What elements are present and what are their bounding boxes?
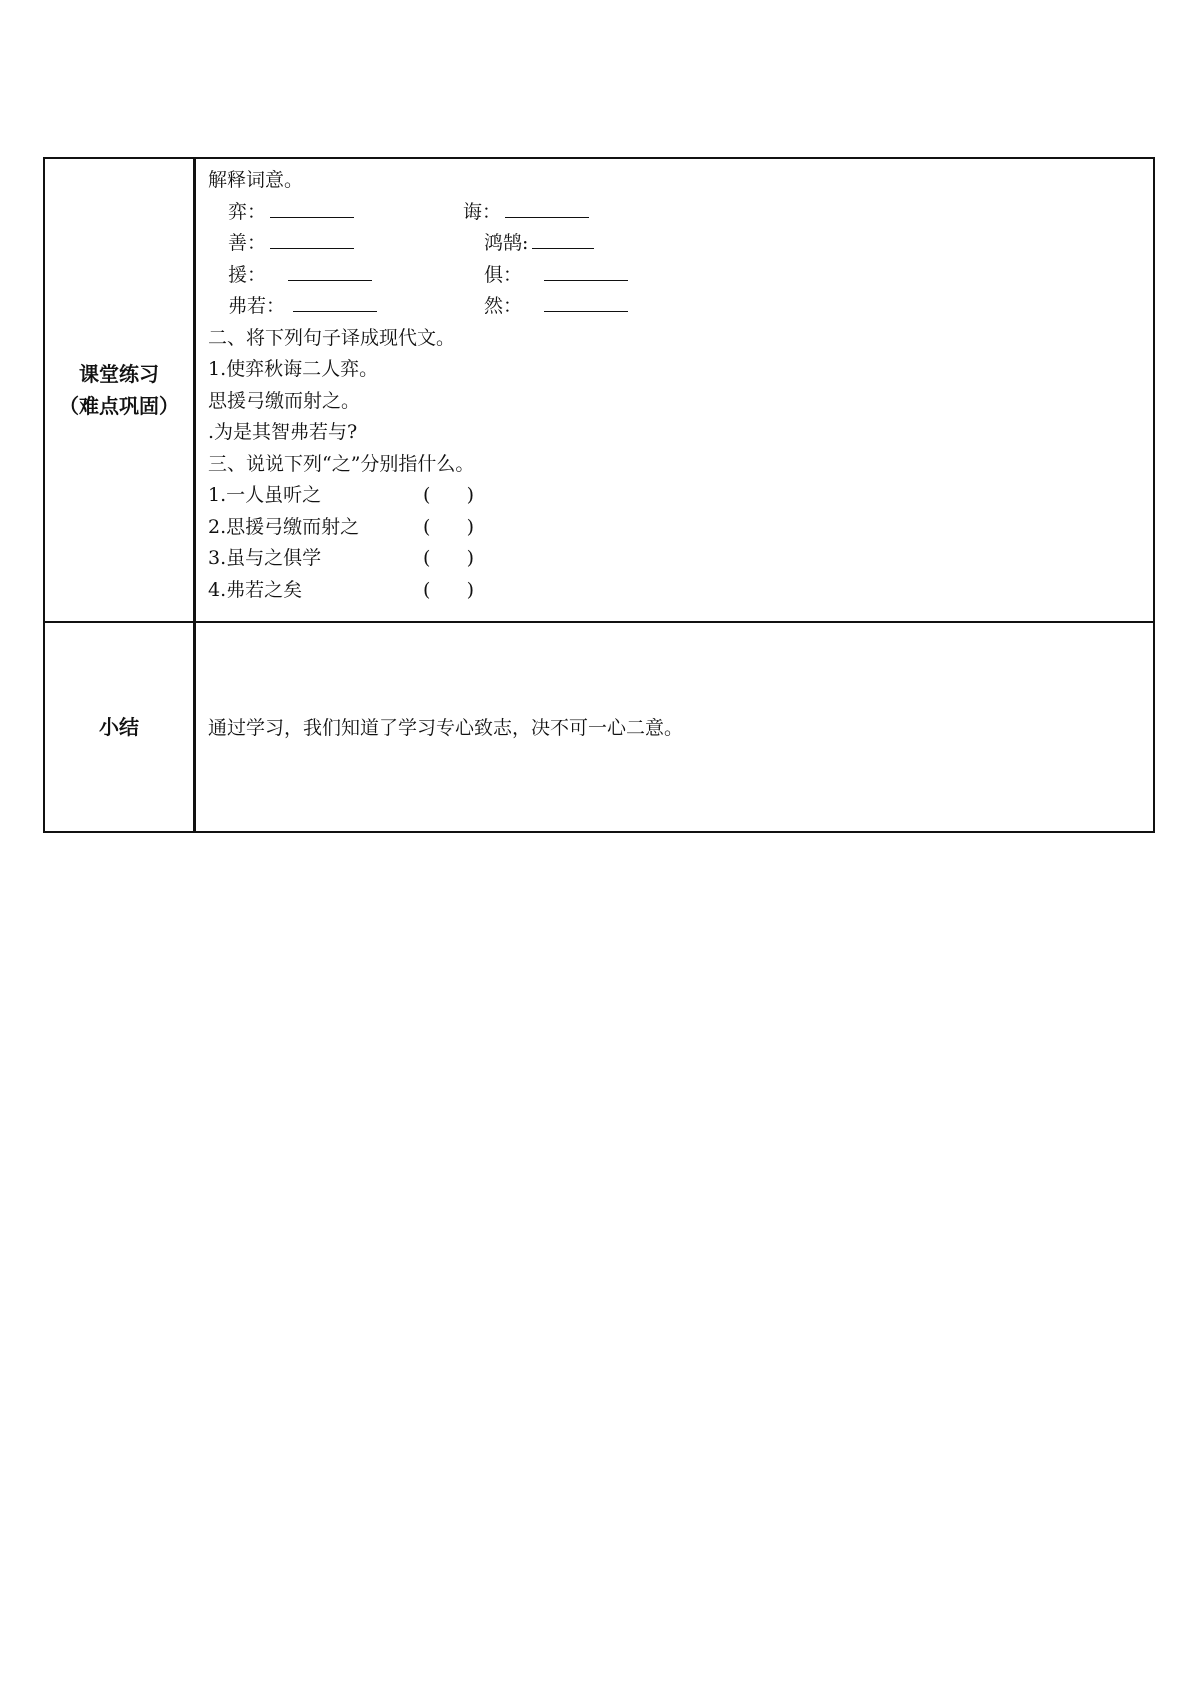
vocab-item <box>228 260 372 292</box>
vocab-item <box>228 291 377 323</box>
section1-title: 解释词意。 <box>208 169 304 191</box>
zhi-item <box>208 480 1153 512</box>
summary-label-cell: 小结 <box>44 622 195 832</box>
practice-label-subtitle: （难点巩固） <box>59 394 179 418</box>
vocab-row <box>208 228 1153 260</box>
sentence-item: 1.使弈秋诲二人弈。 <box>208 358 379 380</box>
summary-content-cell <box>195 622 1155 832</box>
sentence-item: .为是其智弗若与? <box>208 421 358 443</box>
summary-row <box>44 622 1154 832</box>
answer-blank[interactable] <box>288 260 372 281</box>
answer-blank[interactable] <box>544 260 628 281</box>
practice-content-cell <box>195 158 1155 622</box>
zhi-item <box>208 512 1153 544</box>
answer-blank[interactable] <box>532 228 594 249</box>
summary-text: 通过学习，我们知道了学习专心致志，决不可一心二意。 <box>208 717 684 739</box>
vocab-term: 鸿鹄: <box>484 232 529 254</box>
vocab-item <box>484 228 594 260</box>
answer-parentheses[interactable]: ( ) <box>423 515 475 538</box>
vocab-row <box>208 291 1153 323</box>
answer-blank[interactable] <box>270 228 354 249</box>
answer-blank[interactable] <box>270 197 354 218</box>
vocab-item <box>484 291 628 323</box>
vocab-term: 俱： <box>484 263 523 286</box>
answer-parentheses[interactable]: ( ) <box>423 547 475 569</box>
section3-title: 三、说说下列“之”分别指什么。 <box>208 452 475 475</box>
sentence-item: 思援弓缴而射之。 <box>208 389 361 412</box>
answer-parentheses[interactable]: ( ) <box>423 578 475 601</box>
section2-title: 二、将下列句子译成现代文。 <box>208 326 456 349</box>
vocab-term: 诲： <box>463 200 502 223</box>
zhi-item <box>208 575 1153 607</box>
vocab-item <box>484 260 628 292</box>
lesson-table <box>43 157 1155 833</box>
practice-label-cell <box>44 158 195 622</box>
answer-blank[interactable] <box>505 197 589 218</box>
vocab-row <box>208 197 1153 229</box>
practice-row <box>44 158 1154 622</box>
zhi-phrase: 3.虽与之俱学 <box>208 547 322 569</box>
vocab-row <box>208 260 1153 292</box>
vocab-term: 然： <box>484 295 523 317</box>
vocab-term: 援： <box>228 263 267 286</box>
vocab-item <box>228 197 354 229</box>
vocab-term: 弈： <box>228 200 267 223</box>
answer-blank[interactable] <box>544 291 628 312</box>
vocab-item <box>228 228 354 260</box>
zhi-phrase: 4.弗若之矣 <box>208 578 303 601</box>
zhi-item <box>208 543 1153 575</box>
zhi-phrase: 2.思援弓缴而射之 <box>208 515 360 538</box>
vocab-term: 善： <box>228 232 267 254</box>
answer-parentheses[interactable]: ( ) <box>423 484 475 506</box>
answer-blank[interactable] <box>293 291 377 312</box>
vocab-item <box>463 197 589 229</box>
zhi-phrase: 1.一人虽听之 <box>208 484 322 506</box>
practice-label-title: 课堂练习 <box>79 362 159 386</box>
vocab-term: 弗若： <box>228 295 286 317</box>
